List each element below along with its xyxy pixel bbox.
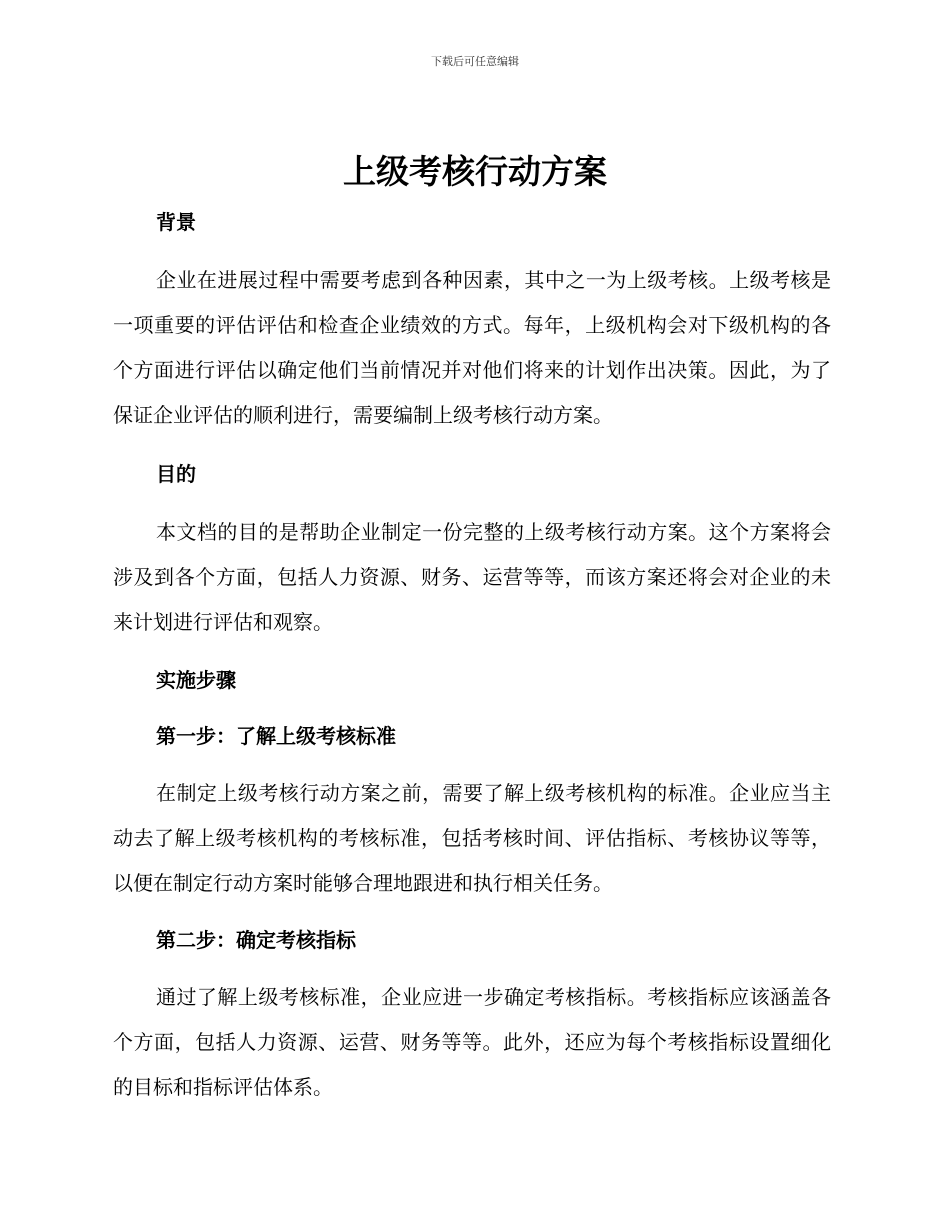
section-heading-purpose: 目的 (156, 462, 196, 486)
step1-text: 在制定上级考核行动方案之前，需要了解上级考核机构的标准。企业应当主动去了解上级考核机构的考核标准，包括考核时间、评估指标、考核协议等等，以便在制定行动方案时能够合理地跟进和执行相关任务。 (113, 781, 831, 895)
section-heading-background: 背景 (156, 210, 196, 234)
step1-heading: 第一步：了解上级考核标准 (156, 724, 396, 748)
step2-heading: 第二步：确定考核指标 (156, 928, 356, 952)
document-body (113, 202, 831, 1110)
step2-text: 通过了解上级考核标准，企业应进一步确定考核指标。考核指标应该涵盖各个方面，包括人力资源、运营、财务等等。此外，还应为每个考核指标设置细化的目标和指标评估体系。 (113, 985, 831, 1099)
section-text-purpose: 本文档的目的是帮助企业制定一份完整的上级考核行动方案。这个方案将会涉及到各个方面，包括人力资源、财务、运营等等，而该方案还将会对企业的未来计划进行评估和观察。 (113, 520, 831, 634)
section-heading-steps: 实施步骤 (156, 668, 236, 692)
section-text-background: 企业在进展过程中需要考虑到各种因素，其中之一为上级考核。上级考核是一项重要的评估评估和检查企业绩效的方式。每年，上级机构会对下级机构的各个方面进行评估以确定他们当前情况并对他们将来的计划作出决策。因此，为了保证企业评估的顺利进行，需要编制上级考核行动方案。 (113, 268, 831, 427)
page-title: 上级考核行动方案 (343, 152, 607, 191)
header-note: 下载后可任意编辑 (431, 55, 519, 68)
